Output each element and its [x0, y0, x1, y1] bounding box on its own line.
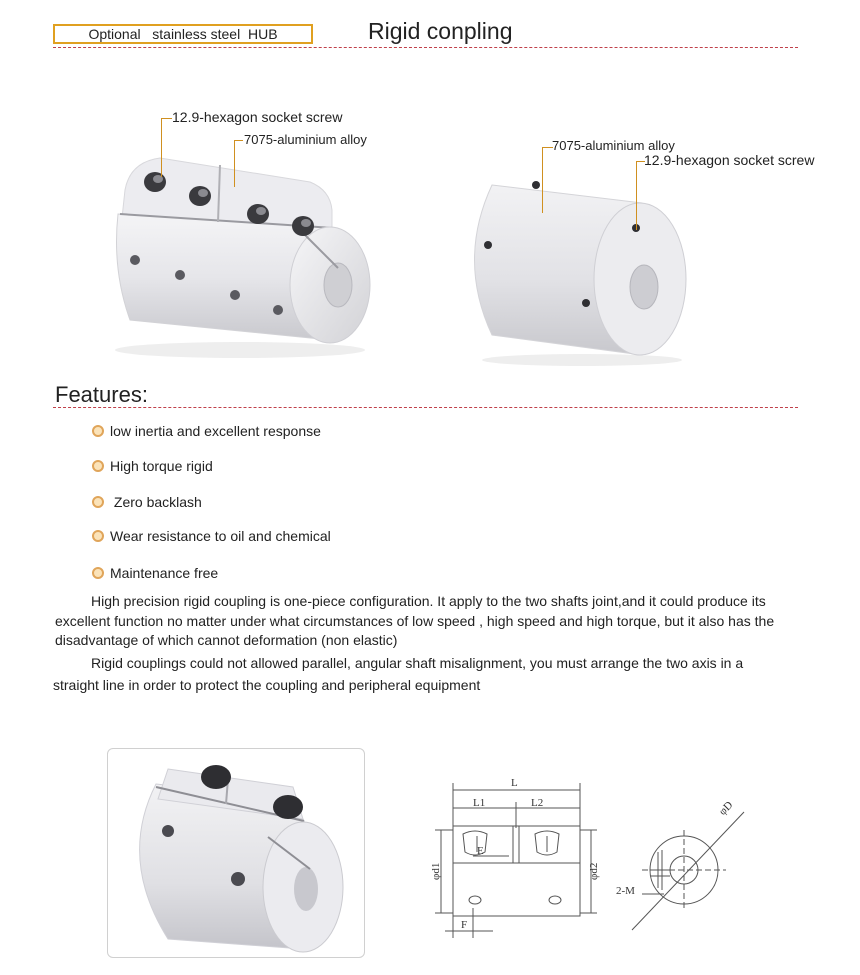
screw-leader-right	[636, 161, 645, 230]
dim-d1: φd1	[430, 862, 442, 880]
feature-item	[92, 494, 202, 510]
dim-L1: L1	[473, 797, 486, 809]
alloy-leader-right	[542, 147, 553, 213]
feature-text: High torque rigid	[110, 458, 213, 474]
feature-item	[92, 423, 321, 439]
feature-text: Maintenance free	[110, 565, 219, 581]
feature-item	[92, 565, 218, 581]
description-line: disadvantage of which cannot deformation (non elastic)	[55, 632, 398, 648]
dim-L2: L2	[531, 797, 544, 809]
page-title: Rigid conpling	[368, 18, 513, 44]
end-view-drawing	[612, 790, 757, 938]
rigid-coupling-photo	[462, 175, 697, 370]
description-line: excellent function no matter under what circumstances of low speed , high speed and high torque, but it also has the	[55, 613, 775, 629]
hub-option-label: Optional stainless steel HUB	[53, 24, 313, 44]
bullet-icon	[92, 425, 104, 437]
feature-text: Zero backlash	[110, 494, 202, 510]
bullet-icon	[92, 460, 104, 472]
description-line: straight line in order to protect the coupling and peripheral equipment	[53, 677, 481, 693]
bullet-icon	[92, 496, 104, 508]
features-title: Features:	[55, 382, 148, 407]
description-line: Rigid couplings could not allowed parallel, angular shaft misalignment, you must arrange the two axis in a	[91, 655, 744, 671]
header-divider	[53, 47, 798, 48]
feature-item	[92, 458, 213, 474]
feature-item	[92, 528, 331, 544]
feature-text: Wear resistance to oil and chemical	[110, 528, 331, 544]
side-view-drawing	[405, 768, 605, 938]
dim-F: F	[461, 919, 468, 931]
screw-leader-left	[161, 118, 172, 177]
dim-L: L	[511, 777, 518, 789]
alloy-label-right: 7075-aluminium alloy	[552, 138, 675, 153]
bullet-icon	[92, 530, 104, 542]
feature-text: low inertia and excellent response	[110, 423, 321, 439]
dim-2M: 2-M	[616, 885, 635, 897]
bullet-icon	[92, 567, 104, 579]
dim-D: φD	[716, 799, 736, 818]
dim-E: E	[477, 845, 484, 857]
alloy-leader-left	[234, 140, 243, 187]
description-line: High precision rigid coupling is one-piece configuration. It apply to the two shafts joint,and it could produce its	[91, 593, 766, 609]
coupling-detail-photo	[108, 749, 364, 957]
detail-photo-frame	[107, 748, 365, 958]
screw-label-left: 12.9-hexagon socket screw	[172, 109, 343, 125]
features-divider	[53, 407, 798, 408]
dim-d2: φd2	[588, 862, 600, 880]
alloy-label-left: 7075-aluminium alloy	[244, 132, 367, 147]
screw-label-right: 12.9-hexagon socket screw	[644, 152, 815, 168]
